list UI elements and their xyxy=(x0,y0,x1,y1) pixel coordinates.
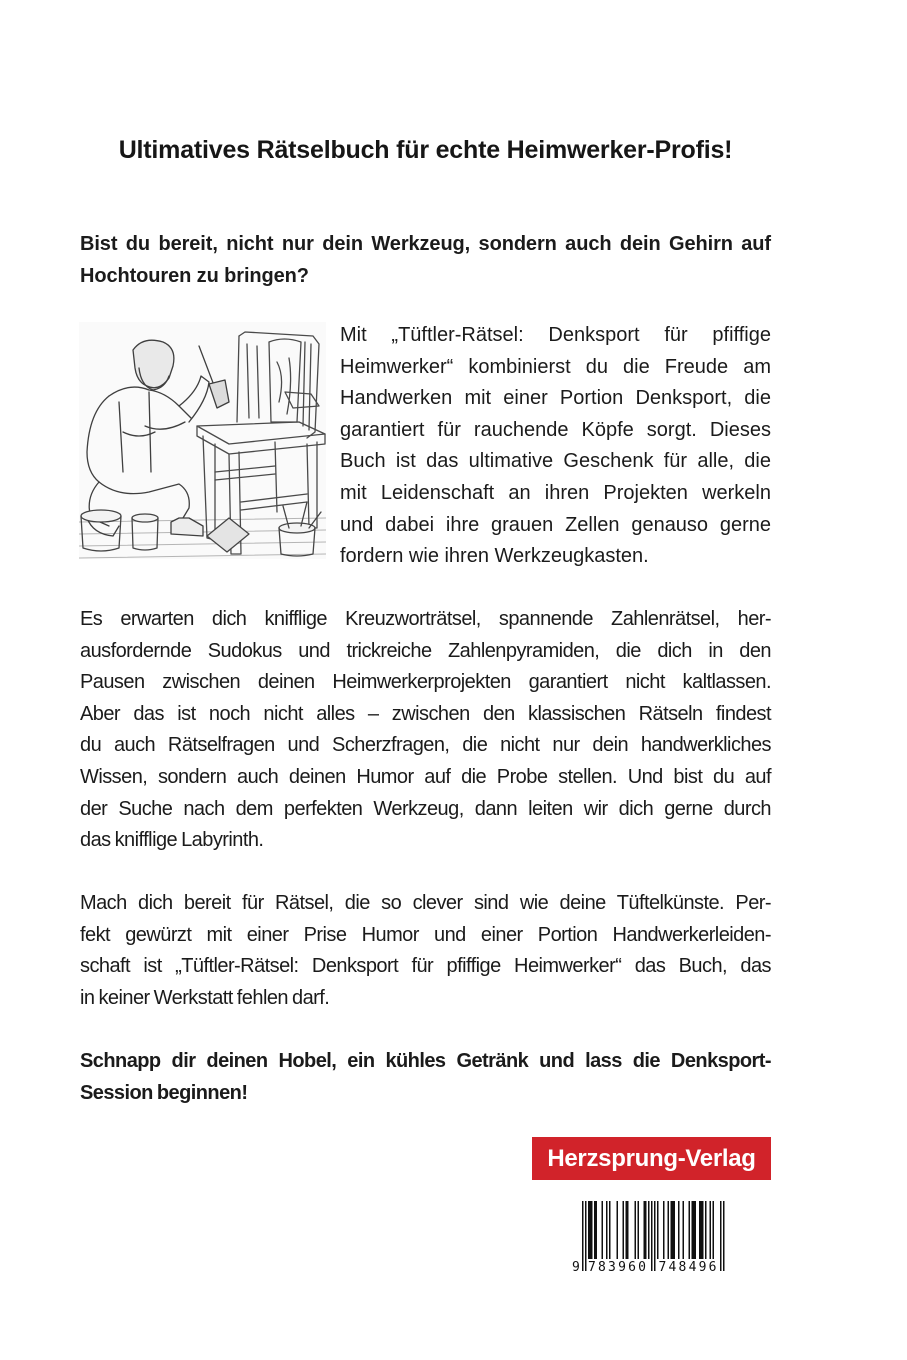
barcode-bar xyxy=(623,1201,625,1259)
barcode-bar xyxy=(702,1201,704,1259)
closing-paragraph xyxy=(80,1046,771,1109)
barcode-bar xyxy=(651,1201,653,1271)
text-line: Es erwarten dich knifflige Kreuzworträtsel, spannende Zahlenrätsel, her- xyxy=(80,608,771,630)
barcode-bar xyxy=(644,1201,646,1259)
barcode-bar xyxy=(701,1201,703,1259)
barcode-bar xyxy=(627,1201,629,1259)
barcode-bar xyxy=(606,1201,608,1259)
text-line: Schnapp dir deinen Hobel, ein kühles Getränk und lass die Denksport- xyxy=(80,1050,771,1072)
barcode-bar xyxy=(678,1201,680,1259)
barcode-bar xyxy=(582,1201,584,1271)
barcode-bar xyxy=(645,1201,647,1259)
barcode-bar xyxy=(695,1201,697,1259)
craftsman-illustration xyxy=(79,322,326,559)
barcode-bar xyxy=(672,1201,674,1259)
barcode-digits: 783960 xyxy=(588,1260,649,1275)
barcode-bar xyxy=(693,1201,695,1259)
text-line: Bist du bereit, nicht nur dein Werkzeug, sondern auch dein Gehirn auf xyxy=(80,233,771,255)
barcode-bar xyxy=(617,1201,619,1259)
text-line: mit Leidenschaft an ihren Projekten werkeln xyxy=(340,481,771,504)
text-line: schaft ist „Tüftler-Rätsel: Denksport für pfiffige Heimwerker“ das Buch, das xyxy=(80,955,771,978)
text-line: Hochtouren zu bringen? xyxy=(80,264,309,287)
intro-paragraph xyxy=(80,229,771,292)
barcode-bar xyxy=(683,1201,685,1259)
barcode-bar xyxy=(668,1201,670,1259)
barcode-bar xyxy=(596,1201,598,1259)
text-line: Mit „Tüftler-Rätsel: Denksport für pfiffige xyxy=(340,324,771,346)
text-line: Handwerken mit einer Portion Denksport, die xyxy=(340,387,771,410)
barcode-bar xyxy=(609,1201,611,1259)
text-line: garantiert für rauchende Köpfe sorgt. Dieses xyxy=(340,418,771,441)
barcode-bar xyxy=(710,1201,712,1259)
text-line: in keiner Werkstatt fehlen darf. xyxy=(80,986,330,1009)
text-line: Heimwerker“ kombinierst du die Freude am xyxy=(340,355,771,378)
barcode-bar xyxy=(602,1201,604,1259)
barcode-bar xyxy=(723,1201,725,1271)
text-line: und dabei ihre grauen Zellen genauso gerne xyxy=(340,513,771,536)
text-line: ausfordernde Sudokus und trickreiche Zahlenpyramiden, die dich in den xyxy=(80,639,771,662)
barcode-bar xyxy=(638,1201,640,1259)
barcode-digits: 9 xyxy=(572,1260,583,1275)
barcode-bar xyxy=(626,1201,628,1259)
barcode-bar xyxy=(590,1201,592,1259)
text-line: Session beginnen! xyxy=(80,1081,248,1104)
text-line: Pausen zwischen deinen Heimwerkerprojekten garantiert nicht kaltlassen. xyxy=(80,671,771,694)
barcode-bar xyxy=(699,1201,701,1259)
publisher-badge: Herzsprung-Verlag xyxy=(532,1137,771,1180)
barcode-bar xyxy=(713,1201,715,1259)
barcode-bar xyxy=(674,1201,676,1259)
text-line: das knifflige Labyrinth. xyxy=(80,829,264,852)
text-line: Mach dich bereit für Rätsel, die so clever sind wie deine Tüftelkünste. Per- xyxy=(80,892,771,914)
barcode-bar xyxy=(720,1201,722,1271)
text-line: der Suche nach dem perfekten Werkzeug, dann leiten wir dich gerne durch xyxy=(80,797,771,820)
barcode-digits: 748496 xyxy=(658,1260,719,1275)
description-paragraph xyxy=(340,320,771,573)
barcode-bar xyxy=(588,1201,590,1259)
barcode-bar xyxy=(585,1201,587,1271)
text-line: Buch ist das ultimative Geschenk für alle, die xyxy=(340,450,771,473)
text-line: fordern wie ihren Werkzeugkasten. xyxy=(340,545,649,568)
barcode-bar xyxy=(689,1201,691,1259)
text-line: fekt gewürzt mit einer Prise Humor und einer Portion Handwerkerleiden- xyxy=(80,923,771,946)
barcode-bar xyxy=(591,1201,593,1259)
barcode-bar xyxy=(705,1201,707,1259)
text-line: du auch Rätselfragen und Scherzfragen, die nicht nur dein handwerkliches xyxy=(80,734,771,757)
barcode-bar xyxy=(594,1201,596,1259)
barcode-bar xyxy=(663,1201,665,1259)
text-line: Aber das ist noch nicht alles – zwischen den klassischen Rätseln findest xyxy=(80,702,771,725)
contents-paragraph xyxy=(80,604,771,857)
barcode-bar xyxy=(654,1201,656,1271)
barcode-bar xyxy=(648,1201,650,1259)
illustrated-section xyxy=(80,322,771,572)
barcode-bar xyxy=(657,1201,659,1259)
barcode-bar xyxy=(692,1201,694,1259)
invitation-paragraph xyxy=(80,888,771,1014)
text-line: Wissen, sondern auch deinen Humor auf die Probe stellen. Und bist du auf xyxy=(80,765,771,788)
barcode-bar xyxy=(635,1201,637,1259)
isbn-barcode xyxy=(572,1199,732,1275)
page-title: Ultimatives Rätselbuch für echte Heimwerker-Profis! xyxy=(118,136,733,164)
barcode-bar xyxy=(671,1201,673,1259)
